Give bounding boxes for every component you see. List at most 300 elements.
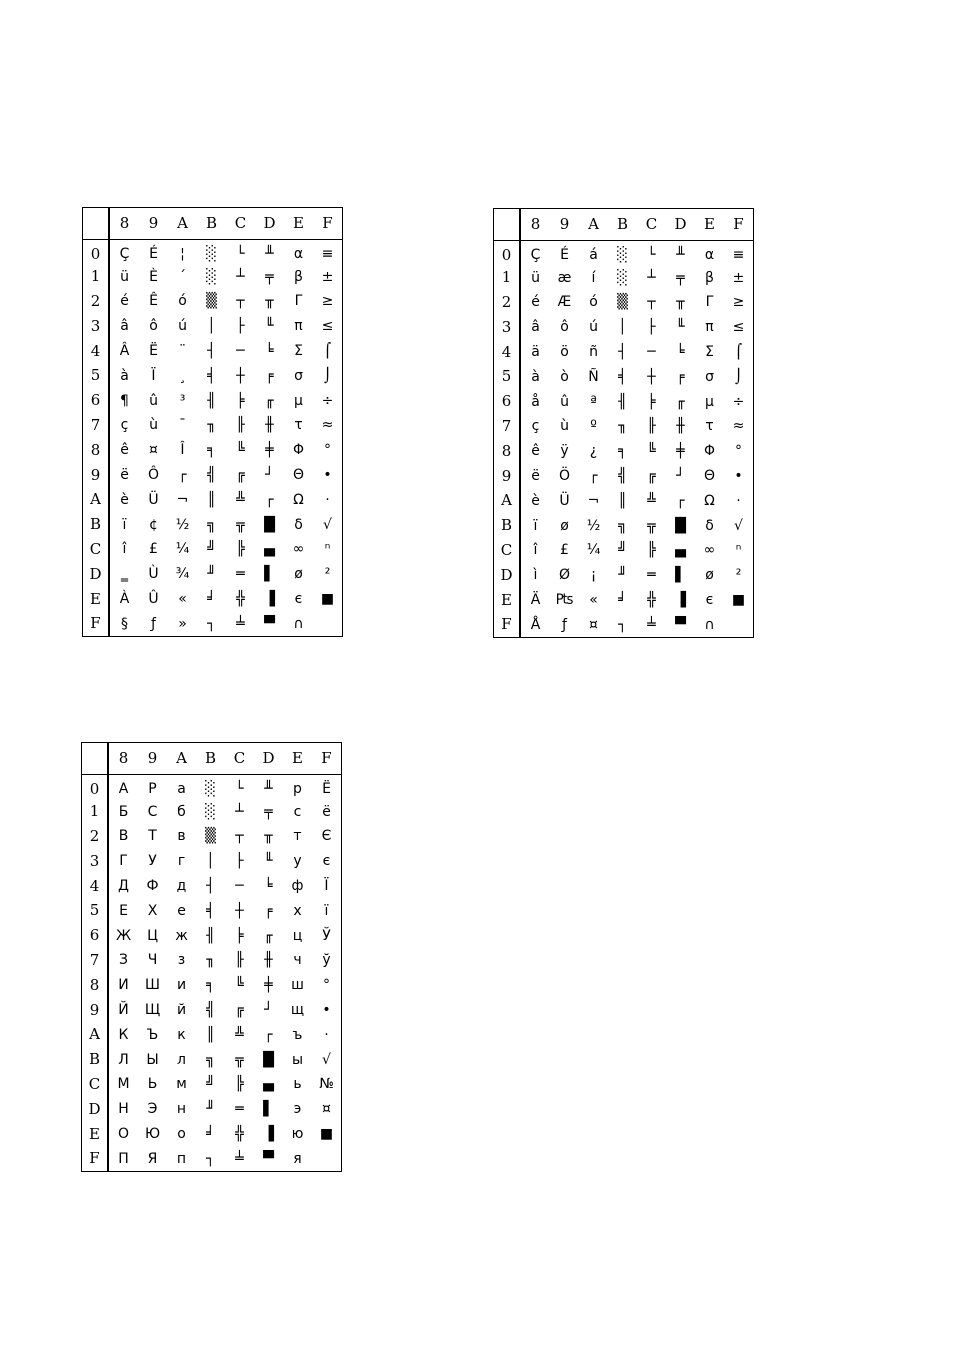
char-cell: È xyxy=(149,268,158,285)
char-cell: ╞ xyxy=(235,927,244,944)
char-cell: · xyxy=(736,492,741,509)
char-cell: є xyxy=(322,853,331,870)
char-cell: Г xyxy=(119,853,128,870)
char-cell: щ xyxy=(290,1002,305,1019)
table-row xyxy=(83,314,343,339)
char-cell: Å xyxy=(530,616,541,633)
char-cell: Ь xyxy=(147,1076,158,1093)
char-cell: ═ xyxy=(235,1101,244,1118)
char-cell: ║ xyxy=(618,492,627,509)
row-header: A xyxy=(494,488,521,513)
char-cell: ╘ xyxy=(265,343,274,360)
code-table-3 xyxy=(81,742,342,1172)
char-cell: ╡ xyxy=(207,367,216,384)
char-cell: δ xyxy=(705,517,714,534)
char-cell: ╪ xyxy=(264,977,273,994)
char-cell: Й xyxy=(118,1002,129,1019)
row-header: 4 xyxy=(494,340,521,365)
char-cell: ╫ xyxy=(676,418,685,435)
row-header: E xyxy=(83,587,110,612)
char-cell: ╜ xyxy=(618,567,627,584)
char-cell: С xyxy=(147,803,158,820)
char-cell: ¦ xyxy=(180,246,185,263)
char-cell: ╬ xyxy=(647,592,656,609)
table-row xyxy=(82,948,342,973)
table-row xyxy=(82,998,342,1023)
char-cell: ¶ xyxy=(120,392,129,409)
char-cell: ⁿ xyxy=(735,542,742,559)
table-row xyxy=(83,463,343,488)
table-row xyxy=(82,1047,342,1072)
table-row xyxy=(82,1072,342,1097)
row-header: 7 xyxy=(82,948,109,973)
row-header: F xyxy=(494,612,521,637)
char-cell: ▐ xyxy=(264,591,275,608)
char-cell: ┴ xyxy=(235,803,244,820)
char-cell: п xyxy=(176,1150,187,1167)
row-header: 9 xyxy=(83,463,110,488)
column-header: 8 xyxy=(108,743,138,775)
char-cell: ┴ xyxy=(236,268,245,285)
column-header: 9 xyxy=(138,743,167,775)
char-cell: ╔ xyxy=(647,468,656,485)
char-cell: █ xyxy=(263,1051,274,1068)
char-cell: ц xyxy=(292,927,303,944)
table-row xyxy=(494,414,754,439)
row-header: D xyxy=(83,562,110,587)
char-cell: ¸ xyxy=(179,367,186,384)
char-cell: í xyxy=(591,269,596,286)
char-cell: ║ xyxy=(206,1026,215,1043)
char-cell: н xyxy=(176,1101,187,1118)
table-row xyxy=(83,339,343,364)
char-cell: ½ xyxy=(175,516,190,533)
char-cell: ў xyxy=(322,952,331,969)
row-header: 0 xyxy=(494,241,521,266)
column-header: C xyxy=(226,208,255,240)
table-row xyxy=(494,290,754,315)
char-cell: « xyxy=(178,591,187,608)
char-cell: ª xyxy=(590,393,597,410)
char-cell: │ xyxy=(206,853,215,870)
char-cell: ù xyxy=(149,417,158,434)
char-cell: º xyxy=(590,418,597,435)
row-header: 8 xyxy=(83,438,110,463)
char-cell xyxy=(312,1146,342,1171)
char-cell: т xyxy=(293,828,302,845)
char-cell: Ц xyxy=(147,927,158,944)
char-cell: ï xyxy=(122,516,127,533)
table-row xyxy=(494,389,754,414)
char-cell: ∩ xyxy=(293,615,304,632)
char-cell: π xyxy=(705,319,714,336)
char-cell: ô xyxy=(560,319,569,336)
char-cell: ≥ xyxy=(321,293,334,310)
char-cell: ф xyxy=(291,878,304,895)
row-header: 5 xyxy=(494,364,521,389)
char-cell: æ xyxy=(557,269,572,286)
table-row xyxy=(494,563,754,588)
char-cell: ╩ xyxy=(647,492,656,509)
char-cell: ╓ xyxy=(264,927,273,944)
row-header: 4 xyxy=(82,874,109,899)
char-cell: ╩ xyxy=(235,1026,244,1043)
char-cell: ╒ xyxy=(676,368,685,385)
table-row xyxy=(82,775,342,800)
char-cell: ≈ xyxy=(732,418,745,435)
char-cell: ° xyxy=(324,442,331,459)
char-cell: è xyxy=(531,492,540,509)
table-row xyxy=(83,487,343,512)
char-cell: а xyxy=(177,781,186,798)
column-header: F xyxy=(724,209,754,241)
table-row xyxy=(83,587,343,612)
char-cell: И xyxy=(118,977,129,994)
char-cell: β xyxy=(705,269,714,286)
char-cell: Ж xyxy=(115,927,132,944)
char-cell: α xyxy=(293,246,304,263)
table-row xyxy=(494,513,754,538)
char-cell: ┴ xyxy=(647,269,656,286)
char-cell: є xyxy=(705,592,714,609)
char-cell: ╙ xyxy=(265,318,274,335)
row-header: F xyxy=(82,1146,109,1171)
char-cell: ё xyxy=(322,803,331,820)
char-cell: є xyxy=(294,591,303,608)
char-cell: ╜ xyxy=(206,1101,215,1118)
row-header: 2 xyxy=(82,824,109,849)
column-header: D xyxy=(666,209,695,241)
char-cell: σ xyxy=(294,367,303,384)
char-cell: ¢ xyxy=(149,516,158,533)
table-row xyxy=(82,874,342,899)
row-header: 2 xyxy=(83,289,110,314)
char-cell: é xyxy=(531,294,540,311)
char-cell: ю xyxy=(291,1126,304,1143)
char-cell: ╗ xyxy=(618,517,627,534)
char-cell: ╞ xyxy=(236,392,245,409)
table-row xyxy=(83,537,343,562)
char-cell: £ xyxy=(560,542,569,559)
char-cell: µ xyxy=(705,393,714,410)
char-cell xyxy=(313,611,343,636)
char-cell: ¯ xyxy=(179,417,186,434)
char-cell: • xyxy=(322,1002,331,1019)
table-row xyxy=(82,1122,342,1147)
char-cell: À xyxy=(119,591,130,608)
char-cell: ä xyxy=(531,344,540,361)
char-cell: ▐ xyxy=(263,1126,274,1143)
char-cell: ó xyxy=(589,294,598,311)
char-cell: А xyxy=(118,781,129,798)
char-cell: Θ xyxy=(292,467,305,484)
table-row xyxy=(83,562,343,587)
table-row xyxy=(83,438,343,463)
char-cell: ´ xyxy=(179,268,186,285)
char-cell: у xyxy=(293,853,302,870)
char-cell: ∩ xyxy=(704,616,715,633)
char-cell: Х xyxy=(147,902,158,919)
row-header: D xyxy=(82,1097,109,1122)
char-cell: ─ xyxy=(235,878,244,895)
table-row xyxy=(82,898,342,923)
table-row xyxy=(494,588,754,613)
char-cell: ò xyxy=(560,368,569,385)
char-cell: ÿ xyxy=(560,443,569,460)
char-cell: Щ xyxy=(144,1002,161,1019)
table-row xyxy=(494,241,754,266)
row-header: 9 xyxy=(494,464,521,489)
char-cell: · xyxy=(325,491,330,508)
char-cell: ╢ xyxy=(206,927,215,944)
table-row xyxy=(494,464,754,489)
char-cell: Ω xyxy=(704,492,715,509)
char-cell: ┌ xyxy=(265,491,274,508)
column-header: C xyxy=(637,209,666,241)
char-cell: д xyxy=(176,878,187,895)
char-cell: á xyxy=(589,247,598,264)
char-cell: ╔ xyxy=(235,1002,244,1019)
column-header: D xyxy=(254,743,283,775)
char-cell: ъ xyxy=(292,1026,303,1043)
char-cell: ╖ xyxy=(618,418,627,435)
char-cell: ┐ xyxy=(206,1150,215,1167)
char-cell: Ъ xyxy=(146,1026,159,1043)
char-cell: ┘ xyxy=(676,468,685,485)
char-cell: ù xyxy=(560,418,569,435)
char-cell: ‗ xyxy=(121,566,128,583)
char-cell: │ xyxy=(207,318,216,335)
char-cell: ¼ xyxy=(175,541,190,558)
char-cell: ╒ xyxy=(264,902,273,919)
char-cell: • xyxy=(734,468,743,485)
char-cell: î xyxy=(122,541,127,558)
table-row xyxy=(82,973,342,998)
char-cell: Ü xyxy=(559,492,570,509)
char-cell: Ч xyxy=(147,952,158,969)
char-cell: ╨ xyxy=(265,246,274,263)
char-cell: Ў xyxy=(322,927,331,944)
char-cell: ╤ xyxy=(265,268,274,285)
table-row xyxy=(83,289,343,314)
char-cell: ╬ xyxy=(235,1126,244,1143)
char-cell: и xyxy=(176,977,187,994)
char-cell: ú xyxy=(589,319,598,336)
char-cell: └ xyxy=(647,247,656,264)
char-cell: « xyxy=(589,592,598,609)
char-cell: ¼ xyxy=(586,542,601,559)
char-cell: ø xyxy=(705,567,714,584)
char-cell: ƒ xyxy=(562,616,567,633)
char-cell: У xyxy=(148,853,157,870)
char-cell: ░ xyxy=(617,247,628,264)
char-cell: ≥ xyxy=(732,294,745,311)
char-cell: ┼ xyxy=(647,368,656,385)
char-cell: ì xyxy=(533,567,538,584)
char-cell: Ù xyxy=(148,566,159,583)
char-cell: Ё xyxy=(322,781,331,798)
char-cell: √ xyxy=(323,516,332,533)
row-header: 0 xyxy=(82,775,109,800)
table-row xyxy=(494,612,754,637)
char-cell: ╦ xyxy=(236,516,245,533)
char-cell: ▒ xyxy=(617,294,628,311)
char-cell: Б xyxy=(118,803,129,820)
char-cell: ╟ xyxy=(647,418,656,435)
char-cell: ╝ xyxy=(618,542,627,559)
char-cell: ⌡ xyxy=(323,367,332,384)
table-row xyxy=(83,512,343,537)
char-cell xyxy=(724,612,754,637)
char-cell: α xyxy=(704,247,715,264)
char-cell: м xyxy=(176,1076,187,1093)
char-cell: Γ xyxy=(705,294,714,311)
char-cell: ╘ xyxy=(676,344,685,361)
char-cell: Е xyxy=(119,902,128,919)
char-cell: ³ xyxy=(179,392,186,409)
char-cell: л xyxy=(177,1051,186,1068)
char-cell: ╗ xyxy=(206,1051,215,1068)
char-cell: ¾ xyxy=(175,566,190,583)
char-cell: Ä xyxy=(530,592,541,609)
char-cell: Ю xyxy=(144,1126,161,1143)
char-cell: Ê xyxy=(149,293,158,310)
char-cell: ┘ xyxy=(264,1002,273,1019)
char-cell: ╧ xyxy=(236,615,245,632)
char-cell: М xyxy=(117,1076,130,1093)
char-cell: à xyxy=(531,368,540,385)
char-cell: ë xyxy=(531,468,540,485)
table-row xyxy=(494,315,754,340)
char-cell: Σ xyxy=(294,343,303,360)
char-cell: ï xyxy=(533,517,538,534)
char-cell: ╝ xyxy=(207,541,216,558)
char-cell: ╖ xyxy=(207,417,216,434)
char-cell: Н xyxy=(118,1101,129,1118)
char-cell: ╢ xyxy=(207,392,216,409)
char-cell: Ф xyxy=(146,878,159,895)
char-cell: Û xyxy=(148,591,159,608)
char-cell: ░ xyxy=(206,246,217,263)
column-header: C xyxy=(225,743,254,775)
char-cell: ╧ xyxy=(235,1150,244,1167)
char-cell: ╙ xyxy=(264,853,273,870)
char-cell: ▌ xyxy=(263,1101,274,1118)
char-cell: ї xyxy=(324,902,329,919)
char-cell: ± xyxy=(732,269,745,286)
char-cell: Э xyxy=(147,1101,158,1118)
char-cell: § xyxy=(121,615,128,632)
corner-cell xyxy=(83,208,110,240)
char-cell: É xyxy=(149,246,158,263)
char-cell: ╣ xyxy=(207,467,216,484)
char-cell: é xyxy=(120,293,129,310)
char-cell: ╘ xyxy=(264,878,273,895)
row-header: A xyxy=(83,487,110,512)
corner-cell xyxy=(82,743,109,775)
char-cell: ├ xyxy=(235,853,244,870)
char-cell: ¤ xyxy=(322,1101,331,1118)
char-cell: ┌ xyxy=(178,467,187,484)
char-cell: ╔ xyxy=(236,467,245,484)
char-cell: Ñ xyxy=(588,368,599,385)
char-cell: ┤ xyxy=(618,344,627,361)
char-cell: ∞ xyxy=(703,542,716,559)
char-cell: ├ xyxy=(647,319,656,336)
char-cell: └ xyxy=(236,246,245,263)
row-header: 0 xyxy=(83,240,110,265)
char-cell: ô xyxy=(149,318,158,335)
char-cell: Â xyxy=(119,343,130,360)
column-header: F xyxy=(312,743,342,775)
char-cell: ╥ xyxy=(265,293,274,310)
char-cell: х xyxy=(293,902,302,919)
char-cell: ≡ xyxy=(321,246,334,263)
char-cell: ü xyxy=(120,268,129,285)
char-cell: ╥ xyxy=(264,828,273,845)
char-cell: è xyxy=(120,491,129,508)
row-header: 3 xyxy=(494,315,521,340)
char-cell: Γ xyxy=(294,293,303,310)
char-cell: ╨ xyxy=(676,247,685,264)
row-header: B xyxy=(494,513,521,538)
char-cell: σ xyxy=(705,368,714,385)
char-cell: τ xyxy=(705,418,714,435)
column-header: 8 xyxy=(109,208,139,240)
char-cell: г xyxy=(177,853,186,870)
char-cell: Æ xyxy=(557,294,572,311)
char-cell: Σ xyxy=(705,344,714,361)
char-cell: ┌ xyxy=(676,492,685,509)
char-cell: ó xyxy=(178,293,187,310)
table-row xyxy=(83,240,343,265)
char-cell: ⌡ xyxy=(734,368,743,385)
char-cell: ╛ xyxy=(618,592,627,609)
char-cell: ╒ xyxy=(265,367,274,384)
column-header-row xyxy=(494,209,754,241)
char-cell: π xyxy=(294,318,303,335)
char-cell: ≤ xyxy=(732,319,745,336)
char-cell: П xyxy=(118,1150,129,1167)
table-row xyxy=(82,824,342,849)
table-row xyxy=(494,439,754,464)
char-cell: ■ xyxy=(731,592,746,609)
table-row xyxy=(82,1146,342,1171)
table-row xyxy=(83,388,343,413)
row-header: E xyxy=(82,1122,109,1147)
char-cell: ∞ xyxy=(292,541,305,558)
table-row xyxy=(83,413,343,438)
char-cell: â xyxy=(120,318,129,335)
char-cell: √ xyxy=(734,517,743,534)
row-header: B xyxy=(83,512,110,537)
table-row xyxy=(82,923,342,948)
char-cell: ╫ xyxy=(264,952,273,969)
char-cell: ░ xyxy=(205,781,216,798)
char-cell: ¨ xyxy=(179,343,186,360)
char-cell: ┌ xyxy=(264,1026,273,1043)
char-cell: ₧ xyxy=(555,592,574,609)
char-cell: ╢ xyxy=(618,393,627,410)
char-cell: ■ xyxy=(319,1126,334,1143)
char-cell: ╤ xyxy=(676,269,685,286)
column-header: A xyxy=(168,208,197,240)
char-cell: ░ xyxy=(206,268,217,285)
char-cell: à xyxy=(120,367,129,384)
char-cell: û xyxy=(149,392,158,409)
char-cell: Я xyxy=(147,1150,158,1167)
char-cell: ╜ xyxy=(207,566,216,583)
